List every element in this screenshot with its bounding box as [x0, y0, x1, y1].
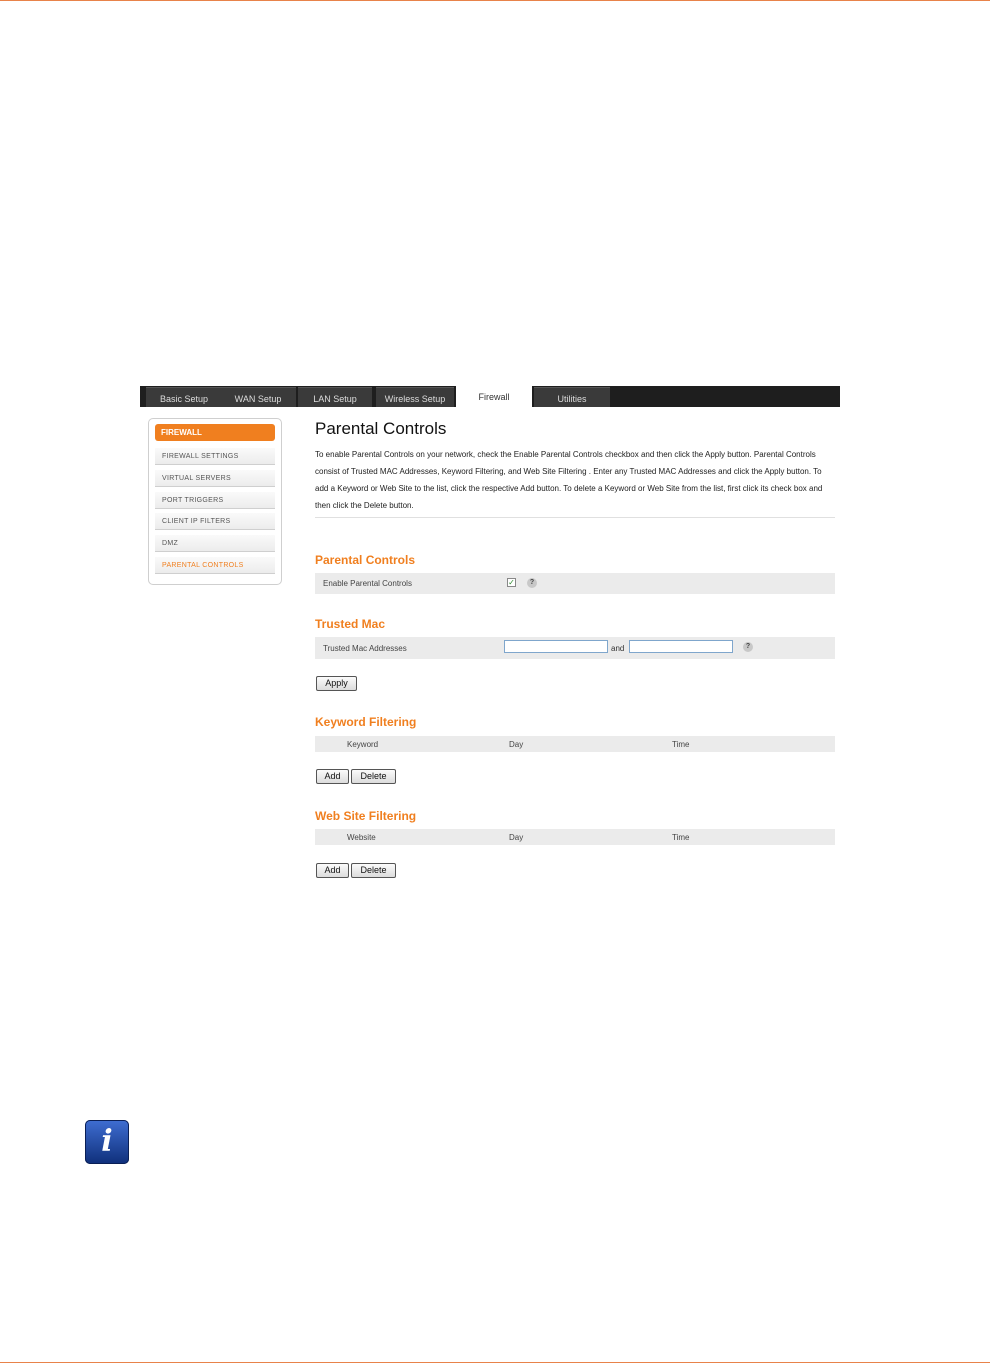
enable-row	[315, 573, 835, 594]
sidebar-item-parental-controls[interactable]: PARENTAL CONTROLS	[155, 557, 275, 574]
tab-wireless-setup[interactable]: Wireless Setup	[376, 387, 454, 407]
intro-text: To enable Parental Controls on your network, check the Enable Parental Controls checkbox and then click the Apply button. Parental Controls consist of Trusted MAC Addresses, Keyword Filtering, and Web Site Filtering . Enter any Trusted MAC Addresses and click the Apply button. To add a Keyword or Web Site to the list, click the respective Add button. To delete a Keyword or Web Site from the list, first click its check box and then click the Delete button.	[315, 450, 823, 510]
apply-button[interactable]: Apply	[316, 676, 357, 691]
info-icon: i	[85, 1120, 129, 1164]
parental-controls-heading: Parental Controls	[315, 553, 416, 567]
enable-parental-controls-label: Enable Parental Controls	[323, 579, 412, 588]
keyword-column-header: Keyword	[347, 740, 379, 749]
day-column-header: Day	[509, 740, 524, 749]
sidebar-item-port-triggers[interactable]: PORT TRIGGERS	[155, 492, 275, 509]
keyword-table-header	[315, 736, 835, 752]
trusted-mac-row	[315, 637, 835, 659]
website-delete-button[interactable]: Delete	[351, 863, 396, 878]
trusted-mac-heading: Trusted Mac	[315, 617, 386, 631]
and-label: and	[611, 644, 625, 653]
website-column-header: Website	[347, 833, 376, 842]
sidebar-item-virtual-servers[interactable]: VIRTUAL SERVERS	[155, 470, 275, 487]
sidebar	[148, 418, 282, 585]
help-icon[interactable]: ?	[743, 642, 753, 652]
trusted-mac-input-2[interactable]	[629, 640, 733, 653]
website-add-button[interactable]: Add	[316, 863, 349, 878]
time-column-header: Time	[672, 833, 690, 842]
web-site-filtering-heading: Web Site Filtering	[315, 809, 417, 823]
sidebar-item-dmz[interactable]: DMZ	[155, 535, 275, 552]
keyword-add-button[interactable]: Add	[316, 769, 349, 784]
sidebar-item-client-ip-filters[interactable]: CLIENT IP FILTERS	[155, 513, 275, 530]
enable-parental-controls-checkbox[interactable]: ✓	[508, 578, 515, 587]
router-ui-screenshot	[140, 386, 840, 890]
tab-utilities[interactable]: Utilities	[534, 387, 610, 407]
time-column-header: Time	[672, 740, 690, 749]
tab-bar	[140, 386, 840, 407]
trusted-mac-label: Trusted Mac Addresses	[323, 644, 407, 653]
top-rule	[0, 0, 990, 1]
page-title: Parental Controls	[315, 419, 447, 438]
tab-wan-setup[interactable]: WAN Setup	[220, 387, 296, 407]
sidebar-header: FIREWALL	[155, 424, 275, 441]
tab-firewall[interactable]: Firewall	[456, 386, 532, 407]
tab-basic-setup[interactable]: Basic Setup	[146, 387, 222, 407]
help-icon[interactable]: ?	[527, 578, 537, 588]
divider	[315, 517, 835, 518]
keyword-delete-button[interactable]: Delete	[351, 769, 396, 784]
website-table-header	[315, 829, 835, 845]
tab-lan-setup[interactable]: LAN Setup	[298, 387, 372, 407]
keyword-filtering-heading: Keyword Filtering	[315, 715, 417, 729]
sidebar-item-firewall-settings[interactable]: FIREWALL SETTINGS	[155, 448, 275, 465]
day-column-header: Day	[509, 833, 524, 842]
trusted-mac-input-1[interactable]	[504, 640, 608, 653]
